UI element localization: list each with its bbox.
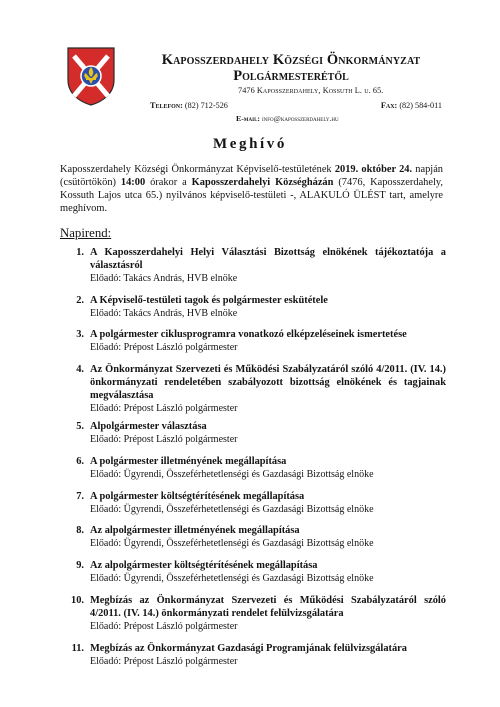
agenda-item-title: Alpolgármester választása (90, 421, 207, 432)
agenda-item-number: 9. (76, 560, 84, 571)
coat-of-arms-icon (66, 46, 116, 106)
agenda-item-title: A polgármester költségtérítésének megállapítása (90, 491, 305, 502)
agenda-item-body (90, 524, 446, 550)
agenda-item-number: 4. (76, 364, 84, 375)
agenda-item-body (90, 294, 446, 320)
agenda-item-body (90, 490, 446, 516)
email-info (236, 114, 339, 123)
agenda-item-body (90, 455, 446, 481)
agenda-item-number: 6. (76, 456, 84, 467)
agenda-item-speaker: Előadó: Prépost László polgármester (90, 342, 238, 353)
agenda-item-speaker: Előadó: Prépost László polgármester (90, 434, 238, 445)
organization-name: Kaposszerdahely Községi Önkormányzat (161, 52, 421, 68)
meeting-date: 2019. október 24. (334, 164, 413, 175)
agenda-item-title: Az alpolgármester költségtérítésének megállapítása (90, 560, 318, 571)
agenda-item-number: 3. (76, 329, 84, 340)
intro-paragraph (60, 163, 443, 215)
phone-value: (82) 712-526 (184, 101, 228, 110)
agenda-item-speaker: Előadó: Takács András, HVB elnöke (90, 308, 238, 319)
agenda-item-speaker: Előadó: Prépost László polgármester (90, 403, 238, 414)
intro-text-2: napján (csütörtökön) (60, 164, 444, 188)
intro-text-3: órakor a (145, 177, 192, 188)
agenda-item-number: 8. (76, 525, 84, 536)
agenda-item-speaker: Előadó: Ügyrendi, Összeférhetetlenségi és Gazdasági Bizottság elnöke (90, 538, 374, 549)
agenda-heading: Napirend: (60, 226, 112, 240)
fax-value: (82) 584-011 (399, 101, 442, 110)
agenda-item-speaker: Előadó: Takács András, HVB elnöke (90, 273, 238, 284)
agenda-item-number: 10. (71, 595, 84, 606)
agenda-item-number: 2. (76, 295, 84, 306)
agenda-item-body (90, 328, 446, 354)
agenda-item-number: 11. (71, 643, 84, 654)
fax-info (381, 101, 442, 110)
agenda-item-speaker: Előadó: Prépost László polgármester (90, 621, 238, 632)
agenda-item-speaker: Előadó: Ügyrendi, Összeférhetetlenségi és Gazdasági Bizottság elnöke (90, 573, 374, 584)
agenda-item-body (90, 642, 446, 668)
agenda-item-number: 5. (76, 421, 84, 432)
intro-text-1: Kaposszerdahely Községi Önkormányzat Képviselő-testületének (60, 164, 335, 175)
agenda-item-title: Az Önkormányzat Szervezeti és Működési Szabályzatáról szóló 4/2011. (IV. 14.) önkormányzati rendeletében szabályozott bizottság elnökének és tagjainak megválasztása (90, 364, 446, 401)
email-value[interactable]: info@kaposszerdahely.hu (261, 114, 339, 123)
agenda-item-speaker: Előadó: Ügyrendi, Összeférhetetlenségi és Gazdasági Bizottság elnöke (90, 504, 374, 515)
fax-label: Fax: (380, 101, 398, 110)
meeting-time: 14:00 (120, 177, 146, 188)
agenda-item-title: Megbízás az Önkormányzat Szervezeti és Működési Szabályzatáról szóló 4/2011. (IV. 14.) önkormányzati rendelet felülvizsgálatára (90, 595, 446, 619)
meeting-venue: Kaposszerdahelyi Községházán (191, 177, 334, 188)
agenda-item-title: Az alpolgármester illetményének megállapítása (90, 525, 300, 536)
agenda-item-speaker: Előadó: Ügyrendi, Összeférhetetlenségi és Gazdasági Bizottság elnöke (90, 469, 374, 480)
agenda-item-title: A polgármester illetményének megállapítása (90, 456, 287, 467)
phone-info (150, 101, 228, 110)
agenda-item-body (90, 420, 446, 446)
phone-label: Telefon: (150, 101, 183, 110)
agenda-item-body (90, 363, 446, 415)
document-title: Meghívó (212, 136, 288, 152)
agenda-item-number: 1. (76, 247, 84, 258)
organization-address: 7476 Kaposszerdahely, Kossuth L. u. 65. (238, 86, 384, 95)
agenda-item-number: 7. (76, 491, 84, 502)
organization-subtitle: Polgármesterétől (233, 68, 349, 84)
agenda-item-title: A polgármester ciklusprogramra vonatkozó elképzeléseinek ismertetése (90, 329, 407, 340)
agenda-item-title: Megbízás az Önkormányzat Gazdasági Programjának felülvizsgálatára (90, 643, 407, 654)
agenda-item-title: A Képviselő-testületi tagok és polgármester eskütétele (90, 295, 328, 306)
agenda-item-body (90, 559, 446, 585)
agenda-item-speaker: Előadó: Prépost László polgármester (90, 656, 238, 667)
agenda-item-title: A Kaposszerdahelyi Helyi Választási Bizottság elnökének tájékoztatója a választásról (90, 247, 446, 271)
agenda-item-body (90, 594, 446, 633)
intro-text-4: (7476, Kaposszerdahely, Kossuth Lajos utca 65.) nyilvános képviselő-testületi -, ALAKULÓ ÜLÉST tart, amelyre meghívom. (60, 177, 443, 214)
email-label: E-mail: (236, 114, 261, 123)
agenda-item-body (90, 246, 446, 285)
